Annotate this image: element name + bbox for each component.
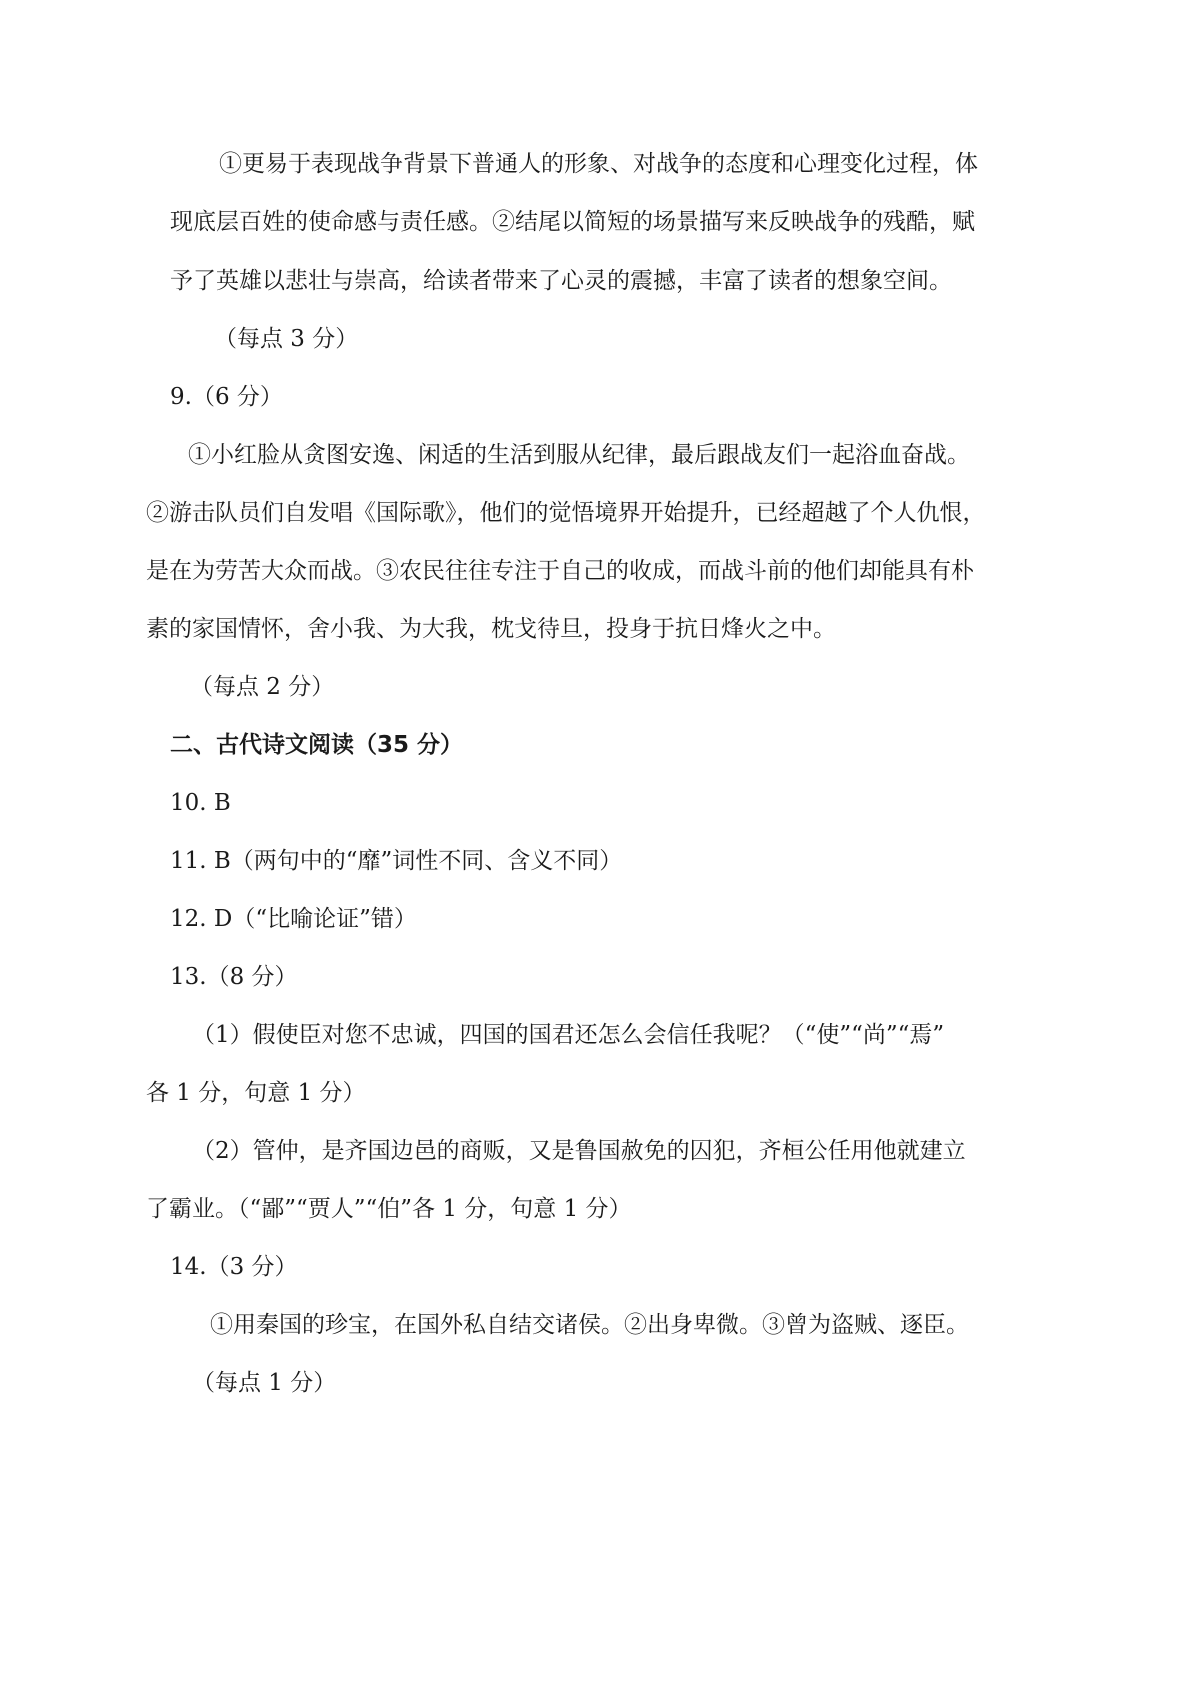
section-heading: 二、古代诗文阅读（35 分） [170, 732, 464, 758]
q13-part2-line-2: 了霸业。（“鄙”“贾人”“伯”各 1 分，句意 1 分） [146, 1196, 632, 1222]
q8-scoring-note: （每点 3 分） [214, 326, 359, 352]
q9-answer-line-4: 素的家国情怀，舍小我、为大我，枕戈待旦，投身于抗日烽火之中。 [146, 616, 836, 642]
q9-answer-line-3: 是在为劳苦大众而战。③农民往往专注于自己的收成，而战斗前的他们却能具有朴 [146, 558, 974, 584]
q11-answer: 11. B（两句中的“靡”词性不同、含义不同） [170, 848, 623, 874]
q13-part1-line-2: 各 1 分，句意 1 分） [146, 1080, 366, 1106]
q13-part1-line-1: （1）假使臣对您不忠诚，四国的国君还怎么会信任我呢？（“使”“尚”“焉” [192, 1022, 945, 1048]
q14-heading: 14.（3 分） [170, 1254, 298, 1280]
q8-answer-line-3: 予了英雄以悲壮与崇高，给读者带来了心灵的震撼，丰富了读者的想象空间。 [170, 268, 952, 294]
q13-part2-line-1: （2）管仲，是齐国边邑的商贩，又是鲁国赦免的囚犯，齐桓公任用他就建立 [192, 1138, 966, 1164]
q10-answer: 10. B [170, 790, 231, 816]
q9-heading: 9.（6 分） [170, 384, 283, 410]
q8-answer-line-1: ①更易于表现战争背景下普通人的形象、对战争的态度和心理变化过程，体 [219, 151, 978, 177]
q13-heading: 13.（8 分） [170, 964, 298, 990]
q9-scoring-note: （每点 2 分） [190, 674, 335, 700]
q14-answer-line-1: ①用秦国的珍宝，在国外私自结交诸侯。②出身卑微。③曾为盗贼、逐臣。 [210, 1312, 969, 1338]
q9-answer-line-2: ②游击队员们自发唱《国际歌》，他们的觉悟境界开始提升，已经超越了个人仇恨， [146, 500, 986, 526]
q8-answer-line-2: 现底层百姓的使命感与责任感。②结尾以简短的场景描写来反映战争的残酷，赋 [170, 209, 975, 235]
q9-answer-line-1: ①小红脸从贪图安逸、闲适的生活到服从纪律，最后跟战友们一起浴血奋战。 [188, 442, 970, 468]
q12-answer: 12. D（“比喻论证”错） [170, 906, 417, 932]
q14-scoring-note: （每点 1 分） [192, 1370, 337, 1396]
